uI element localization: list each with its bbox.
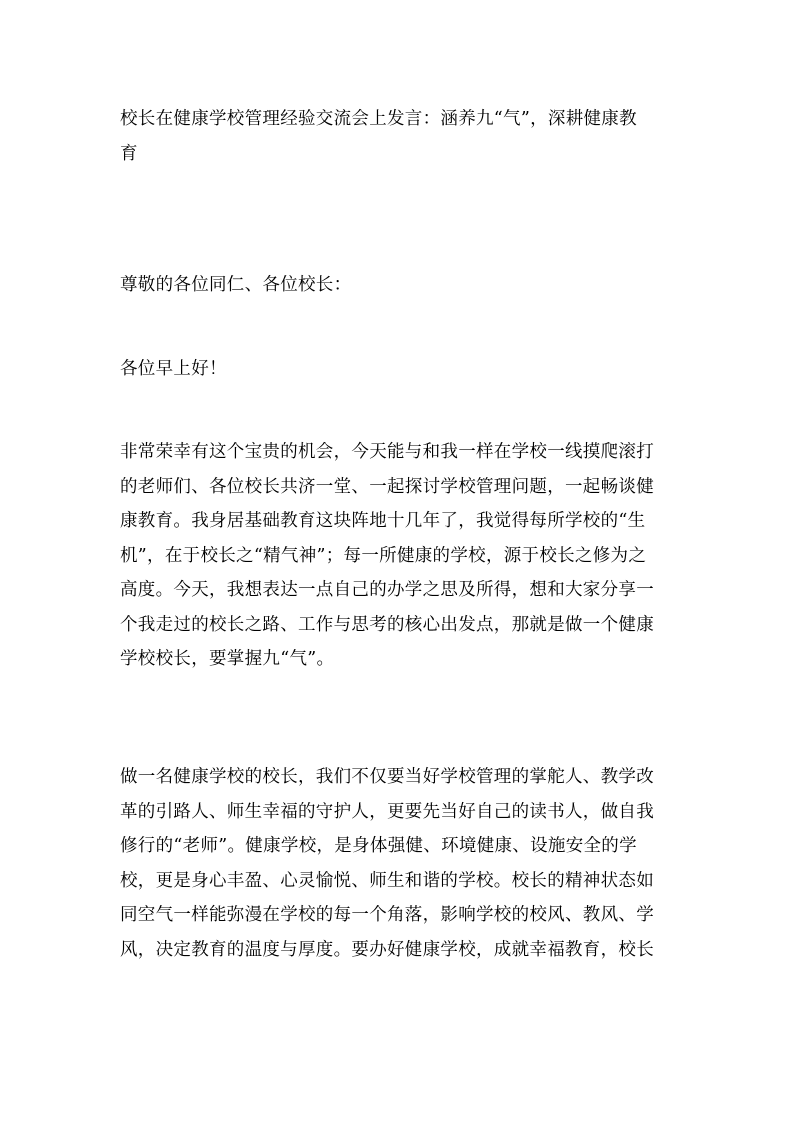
paragraph-line: 同空气一样能弥漫在学校的每一个角落，影响学校的校风、教风、学 <box>120 905 654 925</box>
paragraph-line: 学校校长，要掌握九“气”。 <box>120 649 335 669</box>
title-line: 育 <box>120 143 138 164</box>
title-line: 校长在健康学校管理经验交流会上发言：涵养九“气”，深耕健康教 <box>120 109 637 129</box>
paragraph-line: 修行的“老师”。健康学校，是身体强健、环境健康、设施安全的学 <box>120 836 637 856</box>
paragraph-line: 做一名健康学校的校长，我们不仅要当好学校管理的掌舵人、教学改 <box>120 767 654 787</box>
document-title <box>120 102 680 171</box>
paragraph-line: 革的引路人、师生幸福的守护人，更要先当好自己的读书人，做自我 <box>120 801 654 822</box>
paragraph-line: 康教育。我身居基础教育这块阵地十几年了，我觉得每所学校的“生 <box>120 511 646 531</box>
paragraph-line: 个我走过的校长之路、工作与思考的核心出发点，那就是做一个健康 <box>120 614 654 635</box>
paragraph-2 <box>120 760 680 967</box>
salutation: 尊敬的各位同仁、各位校长： <box>120 275 352 295</box>
paragraph-line: 机”，在于校长之“精气神”；每一所健康的学校，源于校长之修为之 <box>120 545 647 566</box>
greeting: 各位早上好！ <box>120 359 227 379</box>
paragraph-1 <box>120 435 680 677</box>
paragraph-line: 非常荣幸有这个宝贵的机会，今天能与和我一样在学校一线摸爬滚打 <box>120 442 654 462</box>
paragraph-line: 校，更是身心丰盈、心灵愉悦、师生和谐的学校。校长的精神状态如 <box>120 870 654 891</box>
paragraph-line: 高度。今天，我想表达一点自己的办学之思及所得，想和大家分享一 <box>120 580 654 600</box>
paragraph-line: 风，决定教育的温度与厚度。要办好健康学校，成就幸福教育，校长 <box>120 939 654 960</box>
paragraph-line: 的老师们、各位校长共济一堂、一起探讨学校管理问题，一起畅谈健 <box>120 476 654 497</box>
